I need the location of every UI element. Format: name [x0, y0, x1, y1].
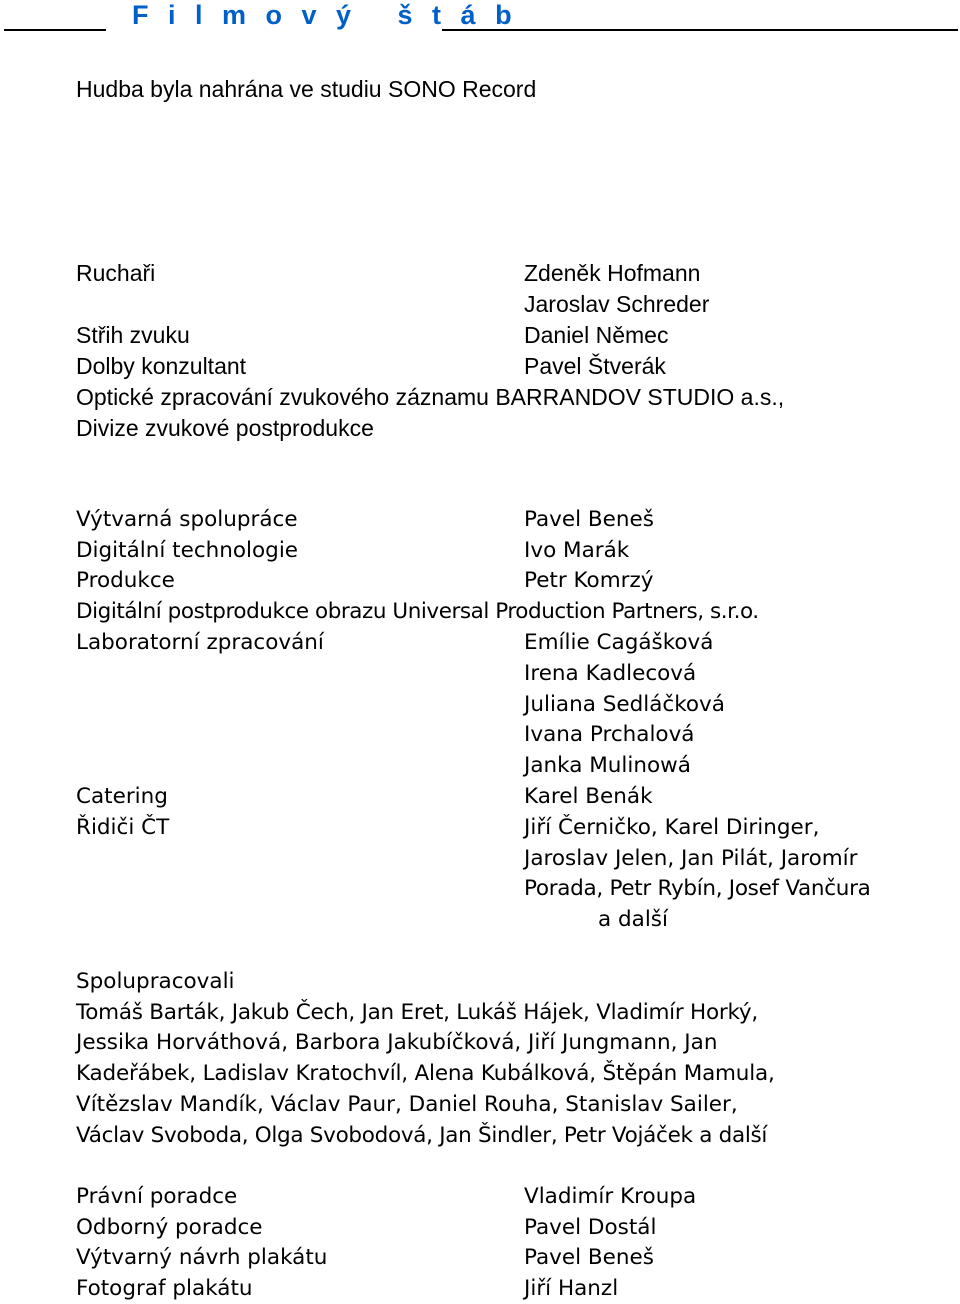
vytvarna-name: Pavel Beneš [524, 507, 654, 532]
ruchari-label: Ruchaři [76, 260, 156, 286]
opticke-line: Optické zpracování zvukového záznamu BARRANDOV STUDIO a.s., [76, 384, 785, 410]
intro-line: Hudba byla nahrána ve studiu SONO Record [76, 76, 537, 102]
catering-name: Karel Benák [524, 784, 653, 809]
section-header [0, 0, 960, 40]
digital-label: Digitální technologie [76, 538, 299, 563]
header-rule-right [442, 29, 958, 31]
lab-name-4: Ivana Prchalová [524, 722, 695, 747]
lab-name-2: Irena Kadlecová [524, 661, 697, 686]
collab-line-1: Tomáš Barták, Jakub Čech, Jan Eret, Lukáš Hájek, Vladimír Horký, [76, 1000, 758, 1025]
collab-line-2: Jessika Horváthová, Barbora Jakubíčková, Jiří Jungmann, Jan [76, 1030, 718, 1055]
lab-name-1: Emílie Cagášková [524, 630, 714, 655]
dolby-name: Pavel Štverák [524, 353, 666, 379]
collab-label: Spolupracovali [76, 969, 235, 994]
header-rule-left [4, 29, 106, 31]
odborny-name: Pavel Dostál [524, 1215, 657, 1240]
lab-label: Laboratorní zpracování [76, 630, 324, 655]
ridici-name-1: Jiří Černičko, Karel Diringer, [524, 815, 820, 840]
lab-name-3: Juliana Sedláčková [524, 692, 725, 717]
collab-line-4: Vítězslav Mandík, Václav Paur, Daniel Rouha, Stanislav Sailer, [76, 1092, 738, 1117]
navrh-label: Výtvarný návrh plakátu [76, 1245, 328, 1270]
produkce-label: Produkce [76, 568, 175, 593]
ruchari-name-1: Zdeněk Hofmann [524, 260, 701, 286]
ruchari-name-2: Jaroslav Schreder [524, 291, 710, 317]
odborny-label: Odborný poradce [76, 1215, 263, 1240]
dolby-label: Dolby konzultant [76, 353, 247, 379]
strih-label: Střih zvuku [76, 322, 190, 348]
pravni-name: Vladimír Kroupa [524, 1184, 697, 1209]
catering-label: Catering [76, 784, 168, 809]
postprod-line: Digitální postprodukce obrazu Universal Production Partners, s.r.o. [76, 599, 759, 624]
foto-name: Jiří Hanzl [524, 1276, 619, 1301]
pravni-label: Právní poradce [76, 1184, 238, 1209]
navrh-name: Pavel Beneš [524, 1245, 654, 1270]
vytvarna-label: Výtvarná spolupráce [76, 507, 298, 532]
section-title: F i l m o v ý š t á b [132, 0, 518, 30]
collab-line-3: Kadeřábek, Ladislav Kratochvíl, Alena Kubálková, Štěpán Mamula, [76, 1061, 775, 1086]
foto-label: Fotograf plakátu [76, 1276, 253, 1301]
ridici-name-2: Jaroslav Jelen, Jan Pilát, Jaromír [524, 846, 858, 871]
digital-name: Ivo Marák [524, 538, 630, 563]
divize-line: Divize zvukové postprodukce [76, 415, 374, 441]
produkce-name: Petr Komrzý [524, 568, 654, 593]
strih-name: Daniel Němec [524, 322, 669, 348]
ridici-label: Řidiči ČT [76, 815, 170, 840]
collab-line-5: Václav Svoboda, Olga Svobodová, Jan Šindler, Petr Vojáček a další [76, 1123, 768, 1148]
ridici-name-4: a další [598, 907, 668, 932]
ridici-name-3: Porada, Petr Rybín, Josef Vančura [524, 876, 871, 901]
lab-name-5: Janka Mulinowá [524, 753, 691, 778]
